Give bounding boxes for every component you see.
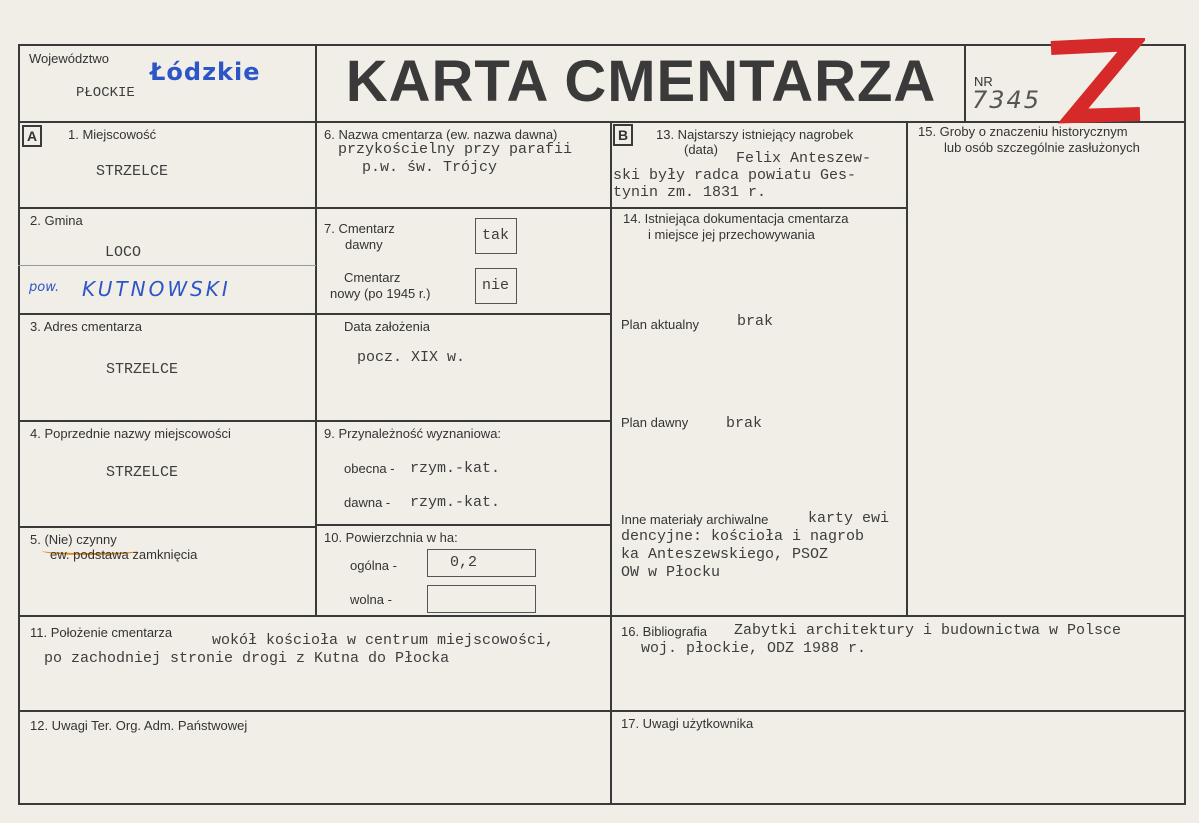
field-9-dawna-value: rzym.-kat. [410, 494, 501, 511]
field-10-ogolna-label: ogólna - [350, 558, 397, 573]
left-row-1 [18, 207, 316, 209]
field-13-value-line2: ski były radca powiatu Ges- [613, 167, 857, 184]
inne-label: Inne materiały archiwalne [621, 512, 769, 527]
field-1-value: STRZELCE [96, 163, 169, 180]
field-16-value-line1: Zabytki architektury i budownictwa w Polsce [734, 622, 1122, 639]
nr-label: NR [974, 74, 993, 89]
frame-left [18, 44, 20, 805]
inne-value-line1: karty ewi [808, 510, 890, 527]
field-9-obecna-value: rzym.-kat. [410, 460, 501, 477]
bottom-row-1 [18, 615, 1186, 617]
frame-right [1184, 44, 1186, 805]
field-5-label-line2: ew. podstawa zamknięcia [50, 547, 198, 562]
wojewodztwo-printed: PŁOCKIE [76, 85, 135, 101]
field-2-value: LOCO [105, 244, 142, 261]
wojewodztwo-label: Województwo [29, 51, 109, 66]
frame-bottom [18, 803, 1186, 805]
plan-dawny-value: brak [726, 415, 763, 432]
field-15-label-line1: 15. Groby o znaczeniu historycznym [918, 124, 1128, 139]
field-10-ogolna-box [427, 549, 536, 577]
field-7a-label-line1: 7. Cmentarz [324, 221, 395, 236]
left-row-3 [18, 420, 316, 422]
card-title: KARTA CMENTARZA [345, 49, 937, 114]
frame-top [18, 44, 1186, 46]
field-10-wolna-label: wolna - [350, 592, 392, 607]
pow-value: KUTNOWSKI [82, 277, 231, 301]
field-6-value-line2: p.w. św. Trójcy [362, 159, 498, 176]
header-divider-2 [964, 44, 966, 122]
field-1-label: 1. Miejscowość [68, 127, 157, 142]
field-14-label-line1: 14. Istniejąca dokumentacja cmentarza [623, 211, 849, 226]
b-row-1 [610, 207, 908, 209]
field-11-value-line2: po zachodniej stronie drogi z Kutna do Płocka [44, 650, 450, 667]
field-8-value: pocz. XIX w. [357, 349, 466, 366]
field-7b-value: nie [482, 277, 510, 294]
field-7a-value: tak [482, 227, 510, 244]
bottom-row-2 [18, 710, 1186, 712]
inne-value-line4: OW w Płocku [621, 564, 721, 581]
col-divider-3 [906, 121, 908, 617]
field-8-label: Data założenia [344, 319, 430, 334]
field-14-label-line2: i miejsce jej przechowywania [648, 227, 815, 242]
wojewodztwo-handwritten: Łódzkie [150, 58, 261, 86]
field-11-value-line1: wokół kościoła w centrum miejscowości, [212, 632, 555, 649]
inne-value-line2: dencyjne: kościoła i nagrob [621, 528, 865, 545]
field-16-value-line2: woj. płockie, ODZ 1988 r. [641, 640, 867, 657]
mid-row-1 [315, 207, 612, 209]
section-a-tag: A [22, 125, 42, 147]
field-3-label: 3. Adres cmentarza [30, 319, 142, 334]
field-15-label-line2: lub osób szczególnie zasłużonych [944, 140, 1140, 155]
mid-row-2 [315, 313, 612, 315]
inne-value-line3: ka Anteszewskiego, PSOZ [621, 546, 829, 563]
section-b-tag: B [613, 124, 633, 146]
field-11-label: 11. Położenie cmentarza [30, 625, 173, 640]
field-7b-label-line2: nowy (po 1945 r.) [330, 286, 431, 301]
field-13-label-line2: (data) [684, 142, 718, 157]
col-divider-2 [610, 121, 612, 805]
field-16-label: 16. Bibliografia [621, 624, 707, 639]
mid-row-4 [315, 524, 612, 526]
header-divider-1 [315, 44, 317, 122]
field-4-label: 4. Poprzednie nazwy miejscowości [30, 426, 231, 441]
left-row-4 [18, 526, 316, 528]
nr-value: 7345 [972, 86, 1042, 114]
field-12-label: 12. Uwagi Ter. Org. Adm. Państwowej [30, 718, 248, 733]
field-7b-label-line1: Cmentarz [344, 270, 401, 285]
plan-aktualny-value: brak [737, 313, 774, 330]
left-row-pow [18, 265, 316, 266]
field-5-label-line1: 5. (Nie) czynny [30, 532, 117, 547]
pow-prefix: pow. [29, 280, 60, 295]
field-13-label-line1: 13. Najstarszy istniejący nagrobek [656, 127, 854, 142]
field-9-label: 9. Przynależność wyznaniowa: [324, 426, 502, 441]
field-10-ogolna-value: 0,2 [450, 554, 478, 571]
plan-dawny-label: Plan dawny [621, 415, 689, 430]
field-9-dawna-label: dawna - [344, 495, 391, 510]
field-6-label: 6. Nazwa cmentarza (ew. nazwa dawna) [324, 127, 558, 142]
field-3-value: STRZELCE [106, 361, 179, 378]
mid-row-3 [315, 420, 612, 422]
field-4-value: STRZELCE [106, 464, 179, 481]
header-bottom [18, 121, 1186, 123]
plan-aktualny-label: Plan aktualny [621, 317, 700, 332]
left-row-2 [18, 313, 316, 315]
field-10-wolna-box [427, 585, 536, 613]
category-z-stamp [1045, 38, 1145, 128]
field-9-obecna-label: obecna - [344, 461, 395, 476]
field-6-value-line1: przykościelny przy parafii [338, 141, 573, 158]
field-13-value-line3: tynin zm. 1831 r. [613, 184, 767, 201]
field-10-label: 10. Powierzchnia w ha: [324, 530, 458, 545]
field-2-label: 2. Gmina [30, 213, 83, 228]
field-7a-label-line2: dawny [345, 237, 383, 252]
field-13-value-line1: Felix Anteszew- [736, 150, 872, 167]
field-17-label: 17. Uwagi użytkownika [621, 716, 754, 731]
col-divider-1 [315, 121, 317, 617]
